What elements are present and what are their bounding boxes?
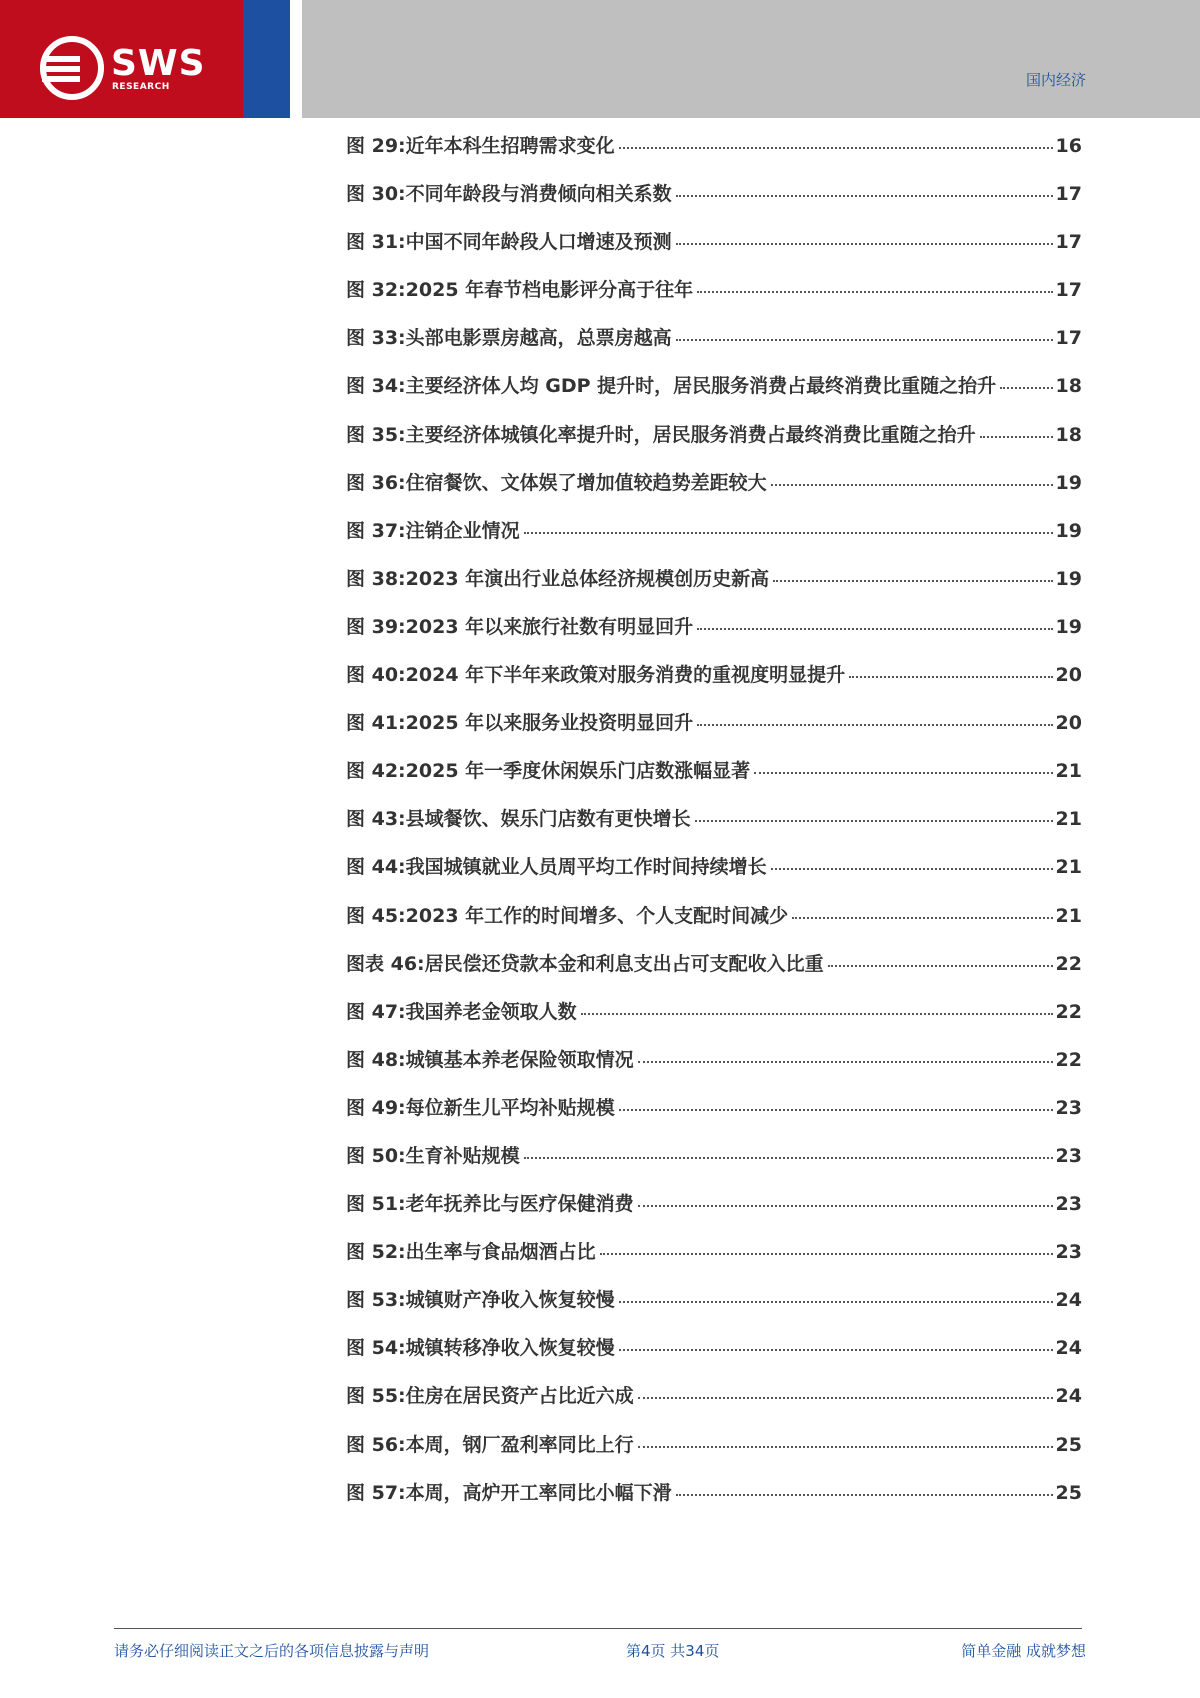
toc-entry[interactable] [346, 1237, 1082, 1285]
toc-dot-leader [980, 435, 1053, 438]
logo-subtext: RESEARCH [112, 82, 170, 92]
toc-page-number: 23 [1055, 1096, 1082, 1119]
toc-title: 住房在居民资产占比近六成 [405, 1385, 634, 1408]
header-divider [290, 0, 302, 118]
toc-figure-number: 图 50: [346, 1144, 406, 1167]
toc-entry[interactable] [346, 901, 1082, 949]
toc-title: 2023 年以来旅行社数有明显回升 [405, 615, 694, 638]
toc-page-number: 21 [1055, 904, 1082, 927]
toc-dot-leader [638, 1396, 1053, 1399]
toc-page-number: 21 [1055, 856, 1082, 879]
toc-title: 本周，钢厂盈利率同比上行 [405, 1433, 634, 1456]
toc-dot-leader [619, 1348, 1053, 1351]
toc-title: 主要经济体城镇化率提升时，居民服务消费占最终消费比重随之抬升 [405, 423, 976, 446]
toc-entry[interactable] [346, 949, 1082, 997]
toc-figure-number: 图 30: [346, 183, 406, 206]
toc-figure-number: 图 47: [346, 1000, 406, 1023]
toc-entry[interactable] [346, 179, 1082, 227]
toc-title: 2024 年下半年来政策对服务消费的重视度明显提升 [405, 664, 846, 687]
toc-figure-number: 图 37: [346, 519, 406, 542]
toc-title: 出生率与食品烟酒占比 [405, 1241, 596, 1264]
sws-logo-icon [40, 36, 104, 100]
toc-figure-number: 图 44: [346, 856, 406, 879]
toc-dot-leader [524, 1156, 1053, 1159]
toc-figure-number: 图表 46: [346, 952, 425, 975]
toc-entry[interactable] [346, 371, 1082, 419]
toc-title: 我国城镇就业人员周平均工作时间持续增长 [405, 856, 767, 879]
toc-entry[interactable] [346, 1189, 1082, 1237]
toc-dot-leader [754, 771, 1052, 774]
toc-figure-number: 图 55: [346, 1385, 406, 1408]
toc-entry[interactable] [346, 756, 1082, 804]
toc-dot-leader [697, 723, 1052, 726]
header-blue-bar [243, 0, 290, 118]
toc-page-number: 18 [1055, 423, 1082, 446]
toc-dot-leader [676, 338, 1053, 341]
toc-page-number: 25 [1055, 1481, 1082, 1504]
toc-figure-number: 图 31: [346, 231, 406, 254]
toc-entry[interactable] [346, 516, 1082, 564]
header-gray-band [302, 0, 1200, 118]
toc-entry[interactable] [346, 323, 1082, 371]
toc-page-number: 21 [1055, 808, 1082, 831]
toc-figure-number: 图 33: [346, 327, 406, 350]
toc-page-number: 24 [1055, 1385, 1082, 1408]
toc-entry[interactable] [346, 131, 1082, 179]
toc-dot-leader [638, 1060, 1053, 1063]
toc-page-number: 19 [1055, 519, 1082, 542]
toc-entry[interactable] [346, 1141, 1082, 1189]
toc-figure-number: 图 43: [346, 808, 406, 831]
toc-entry[interactable] [346, 1381, 1082, 1429]
toc-figure-number: 图 32: [346, 279, 406, 302]
toc-dot-leader [771, 867, 1053, 870]
toc-page-number: 25 [1055, 1433, 1082, 1456]
toc-dot-leader [619, 1108, 1053, 1111]
toc-dot-leader [600, 1252, 1053, 1255]
footer-disclaimer: 请务必仔细阅读正文之后的各项信息披露与声明 [114, 1642, 430, 1660]
toc-page-number: 19 [1055, 567, 1082, 590]
toc-figure-number: 图 40: [346, 664, 406, 687]
toc-dot-leader [581, 1012, 1053, 1015]
toc-dot-leader [697, 627, 1052, 630]
toc-entry[interactable] [346, 227, 1082, 275]
toc-figure-number: 图 45: [346, 904, 406, 927]
toc-dot-leader [771, 483, 1053, 486]
toc-title: 头部电影票房越高，总票房越高 [405, 327, 672, 350]
toc-page-number: 22 [1055, 1048, 1082, 1071]
footer-divider [114, 1628, 1082, 1629]
toc-page-number: 21 [1055, 760, 1082, 783]
figure-list [346, 131, 1082, 1526]
toc-entry[interactable] [346, 1093, 1082, 1141]
page-header [0, 0, 1200, 118]
toc-entry[interactable] [346, 1285, 1082, 1333]
toc-figure-number: 图 39: [346, 615, 406, 638]
toc-dot-leader [638, 1445, 1053, 1448]
toc-title: 住宿餐饮、文体娱了增加值较趋势差距较大 [405, 471, 767, 494]
toc-dot-leader [1000, 386, 1052, 389]
toc-entry[interactable] [346, 275, 1082, 323]
toc-figure-number: 图 48: [346, 1048, 406, 1071]
toc-figure-number: 图 57: [346, 1481, 406, 1504]
toc-title: 老年抚养比与医疗保健消费 [405, 1193, 634, 1216]
toc-entry[interactable] [346, 804, 1082, 852]
toc-figure-number: 图 35: [346, 423, 406, 446]
toc-dot-leader [697, 290, 1052, 293]
toc-title: 注销企业情况 [405, 519, 520, 542]
footer-slogan: 简单金融 成就梦想 [961, 1642, 1086, 1660]
page-number: 第4页 共34页 [626, 1642, 720, 1660]
section-title: 国内经济 [1025, 71, 1086, 89]
toc-figure-number: 图 54: [346, 1337, 406, 1360]
toc-figure-number: 图 36: [346, 471, 406, 494]
toc-entry[interactable] [346, 852, 1082, 900]
toc-figure-number: 图 52: [346, 1241, 406, 1264]
toc-entry[interactable] [346, 1333, 1082, 1381]
logo-block [0, 0, 243, 118]
toc-dot-leader [676, 194, 1053, 197]
toc-dot-leader [638, 1204, 1053, 1207]
toc-page-number: 23 [1055, 1241, 1082, 1264]
toc-entry[interactable] [346, 1478, 1082, 1526]
toc-dot-leader [849, 675, 1052, 678]
toc-title: 城镇基本养老保险领取情况 [405, 1048, 634, 1071]
toc-title: 居民偿还贷款本金和利息支出占可支配收入比重 [424, 952, 824, 975]
toc-page-number: 20 [1055, 664, 1082, 687]
toc-page-number: 23 [1055, 1144, 1082, 1167]
toc-title: 每位新生儿平均补贴规模 [405, 1096, 615, 1119]
toc-page-number: 16 [1055, 135, 1082, 157]
toc-dot-leader [619, 146, 1053, 149]
toc-dot-leader [695, 819, 1053, 822]
logo-text: SWS [111, 43, 206, 84]
toc-entry[interactable] [346, 420, 1082, 468]
toc-entry[interactable] [346, 468, 1082, 516]
toc-title: 我国养老金领取人数 [405, 1000, 577, 1023]
toc-page-number: 20 [1055, 712, 1082, 735]
toc-dot-leader [619, 1300, 1053, 1303]
toc-dot-leader [773, 579, 1052, 582]
toc-entry[interactable] [346, 997, 1082, 1045]
toc-figure-number: 图 41: [346, 712, 406, 735]
toc-entry[interactable] [346, 564, 1082, 612]
toc-dot-leader [524, 531, 1053, 534]
toc-page-number: 24 [1055, 1337, 1082, 1360]
toc-dot-leader [792, 916, 1052, 919]
toc-figure-number: 图 49: [346, 1096, 406, 1119]
toc-page-number: 17 [1055, 183, 1082, 206]
toc-figure-number: 图 51: [346, 1193, 406, 1216]
toc-dot-leader [676, 1493, 1053, 1496]
toc-title: 2025 年春节档电影评分高于往年 [405, 279, 694, 302]
toc-page-number: 17 [1055, 279, 1082, 302]
toc-title: 主要经济体人均 GDP 提升时，居民服务消费占最终消费比重随之抬升 [405, 375, 997, 398]
toc-title: 县域餐饮、娱乐门店数有更快增长 [405, 808, 691, 831]
toc-title: 城镇财产净收入恢复较慢 [405, 1289, 615, 1312]
toc-page-number: 24 [1055, 1289, 1082, 1312]
toc-page-number: 23 [1055, 1193, 1082, 1216]
toc-title: 2023 年演出行业总体经济规模创历史新高 [405, 567, 770, 590]
toc-title: 2023 年工作的时间增多、个人支配时间减少 [405, 904, 789, 927]
toc-page-number: 22 [1055, 952, 1082, 975]
toc-title: 2025 年一季度休闲娱乐门店数涨幅显著 [405, 760, 751, 783]
toc-entry[interactable] [346, 708, 1082, 756]
toc-page-number: 22 [1055, 1000, 1082, 1023]
toc-page-number: 19 [1055, 615, 1082, 638]
toc-figure-number: 图 38: [346, 567, 406, 590]
toc-title: 生育补贴规模 [405, 1144, 520, 1167]
toc-page-number: 18 [1055, 375, 1082, 398]
toc-title: 城镇转移净收入恢复较慢 [405, 1337, 615, 1360]
toc-figure-number: 图 29: [346, 135, 406, 157]
toc-figure-number: 图 56: [346, 1433, 406, 1456]
toc-entry[interactable] [346, 612, 1082, 660]
toc-title: 不同年龄段与消费倾向相关系数 [405, 183, 672, 206]
toc-title: 中国不同年龄段人口增速及预测 [405, 231, 672, 254]
toc-title: 本周，高炉开工率同比小幅下滑 [405, 1481, 672, 1504]
toc-entry[interactable] [346, 1045, 1082, 1093]
toc-title: 近年本科生招聘需求变化 [405, 135, 615, 157]
toc-entry[interactable] [346, 1430, 1082, 1478]
toc-title: 2025 年以来服务业投资明显回升 [405, 712, 694, 735]
toc-figure-number: 图 34: [346, 375, 406, 398]
toc-page-number: 19 [1055, 471, 1082, 494]
toc-page-number: 17 [1055, 327, 1082, 350]
toc-dot-leader [828, 964, 1053, 967]
toc-entry[interactable] [346, 660, 1082, 708]
toc-dot-leader [676, 242, 1053, 245]
toc-figure-number: 图 53: [346, 1289, 406, 1312]
toc-page-number: 17 [1055, 231, 1082, 254]
toc-figure-number: 图 42: [346, 760, 406, 783]
